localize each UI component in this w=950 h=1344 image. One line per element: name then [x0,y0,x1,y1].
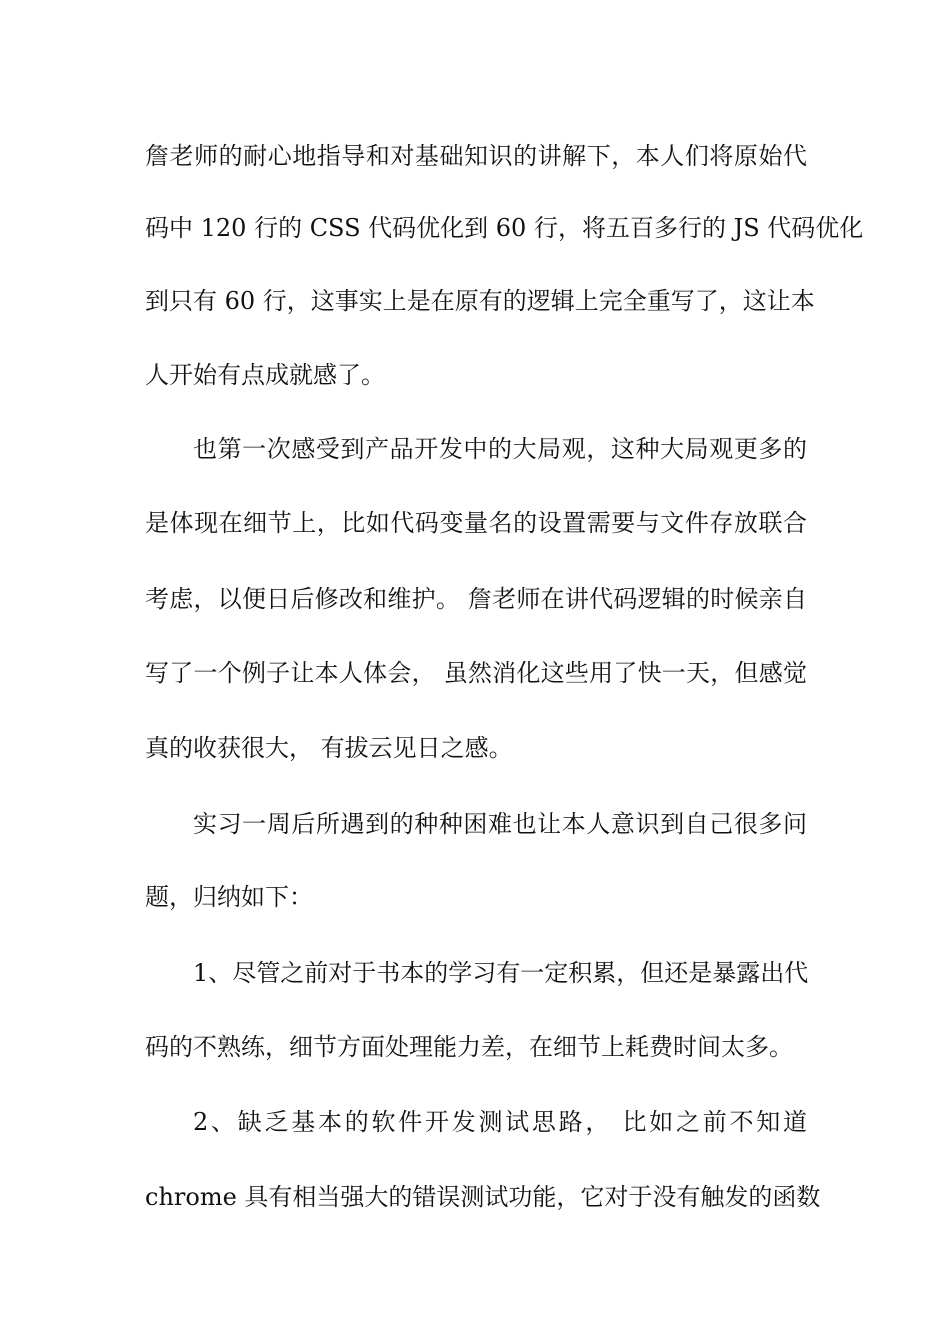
text-line-3: 到只有 60 行，这事实上是在原有的逻辑上完全重写了，这让本 [145,287,815,315]
text-line-9: 真的收获很大， 有拔云见日之感。 [145,734,513,762]
text-line-10: 实习一周后所遇到的种种困难也让本人意识到自己很多问 [193,810,807,838]
text-line-1: 詹老师的耐心地指导和对基础知识的讲解下，本人们将原始代 [145,142,807,170]
text-line-12: 1、尽管之前对于书本的学习有一定积累，但还是暴露出代 [193,959,809,987]
text-line-15: chrome 具有相当强大的错误测试功能，它对于没有触发的函数 [145,1183,821,1211]
text-line-2: 码中 120 行的 CSS 代码优化到 60 行，将五百多行的 JS 代码优化 [145,214,864,242]
text-line-14: 2、缺乏基本的软件开发测试思路， 比如之前不知道 [193,1108,807,1136]
text-line-7: 考虑，以便日后修改和维护。 詹老师在讲代码逻辑的时候亲自 [145,585,807,613]
text-line-11: 题，归纳如下： [145,883,313,911]
text-line-13: 码的不熟练，细节方面处理能力差，在细节上耗费时间太多。 [145,1033,793,1061]
text-line-4: 人开始有点成就感了。 [145,361,385,389]
text-line-8: 写了一个例子让本人体会， 虽然消化这些用了快一天，但感觉 [145,659,807,687]
text-line-6: 是体现在细节上，比如代码变量名的设置需要与文件存放联合 [145,509,807,537]
text-line-5: 也第一次感受到产品开发中的大局观，这种大局观更多的 [193,435,807,463]
